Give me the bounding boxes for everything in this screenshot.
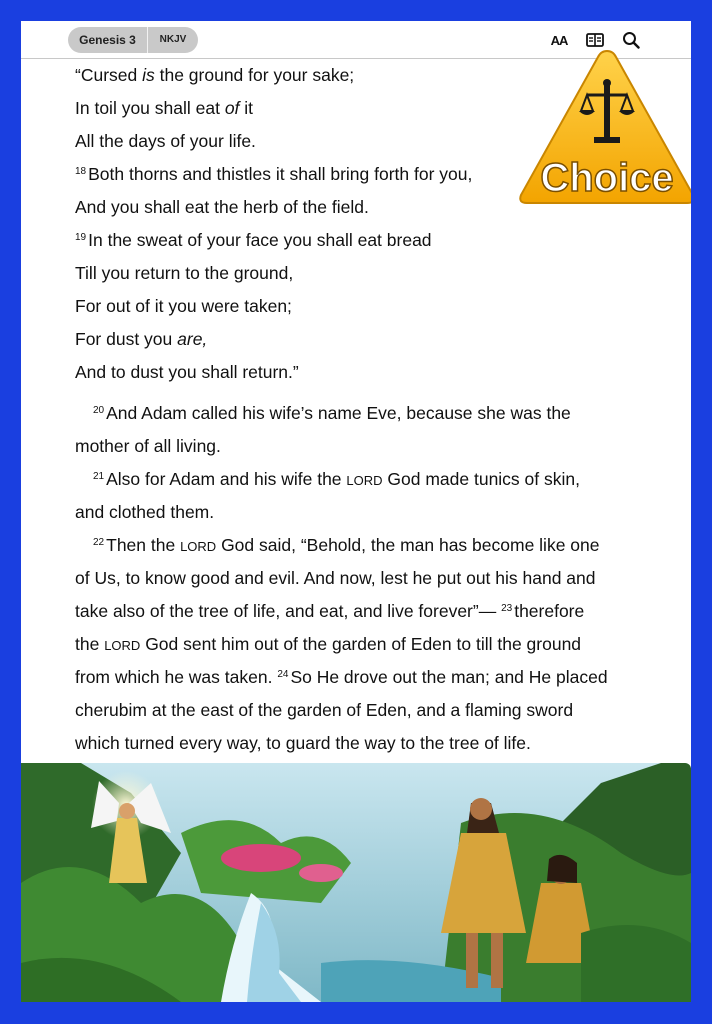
verse-line: For out of it you were taken;: [75, 296, 292, 316]
verse-line: For dust you are,: [75, 329, 208, 349]
passage-selector[interactable]: [68, 27, 198, 53]
verse-number: 22: [93, 537, 105, 548]
verse-number: 20: [93, 405, 105, 416]
reader-screen: [21, 21, 691, 1002]
verse-line: All the days of your life.: [75, 131, 256, 151]
verse-line: Till you return to the ground,: [75, 263, 294, 283]
verse-line: And you shall eat the herb of the field.: [75, 197, 369, 217]
verse-number: 19: [75, 232, 87, 243]
book-chapter-button[interactable]: Genesis 3: [68, 27, 148, 53]
verse-line: $^{21}$ Also for Adam and his wife the LORD God made tunics of skin,: [93, 469, 580, 489]
verse-line: the LORD God sent him out of the garden of Eden to till the ground: [75, 634, 582, 654]
verse-line: and clothed them.: [75, 502, 215, 522]
verse-number: 18: [75, 166, 87, 177]
choice-badge: [515, 45, 691, 207]
version-button[interactable]: NKJV: [159, 34, 187, 45]
verse-line: from which he was taken. $^{24}$ So He drove out the man; and He placed: [75, 667, 608, 687]
verse-line: In toil you shall eat of it: [75, 98, 254, 118]
verse-line: $^{18}$ Both thorns and thistles it shall bring forth for you,: [75, 164, 473, 184]
verse-number: 23: [501, 603, 513, 614]
verse-number: 21: [93, 471, 105, 482]
verse-number: 24: [277, 669, 289, 680]
verse-line: $^{19}$ In the sweat of your face you shall eat bread: [75, 230, 432, 250]
verse-line: take also of the tree of life, and eat, and live forever”— $^{23}$ therefore: [75, 601, 585, 621]
verse-line: cherubim at the east of the garden of Eden, and a flaming sword: [75, 700, 574, 720]
choice-label: Choice: [540, 156, 674, 200]
verse-line: “Cursed is the ground for your sake;: [75, 65, 355, 85]
verse-line: of Us, to know good and evil. And now, lest he put out his hand and: [75, 568, 596, 588]
text-size-label: AA: [550, 32, 568, 48]
verse-line: $^{20}$ And Adam called his wife’s name Eve, because she was the: [93, 403, 571, 423]
verse-line: And to dust you shall return.”: [75, 362, 299, 382]
verse-line: mother of all living.: [75, 436, 221, 456]
garden-eden-illustration: [21, 763, 691, 1002]
verse-line: $^{22}$ Then the LORD God said, “Behold, the man has become like one: [93, 535, 600, 555]
verse-line: which turned every way, to guard the way to the tree of life.: [75, 733, 531, 753]
